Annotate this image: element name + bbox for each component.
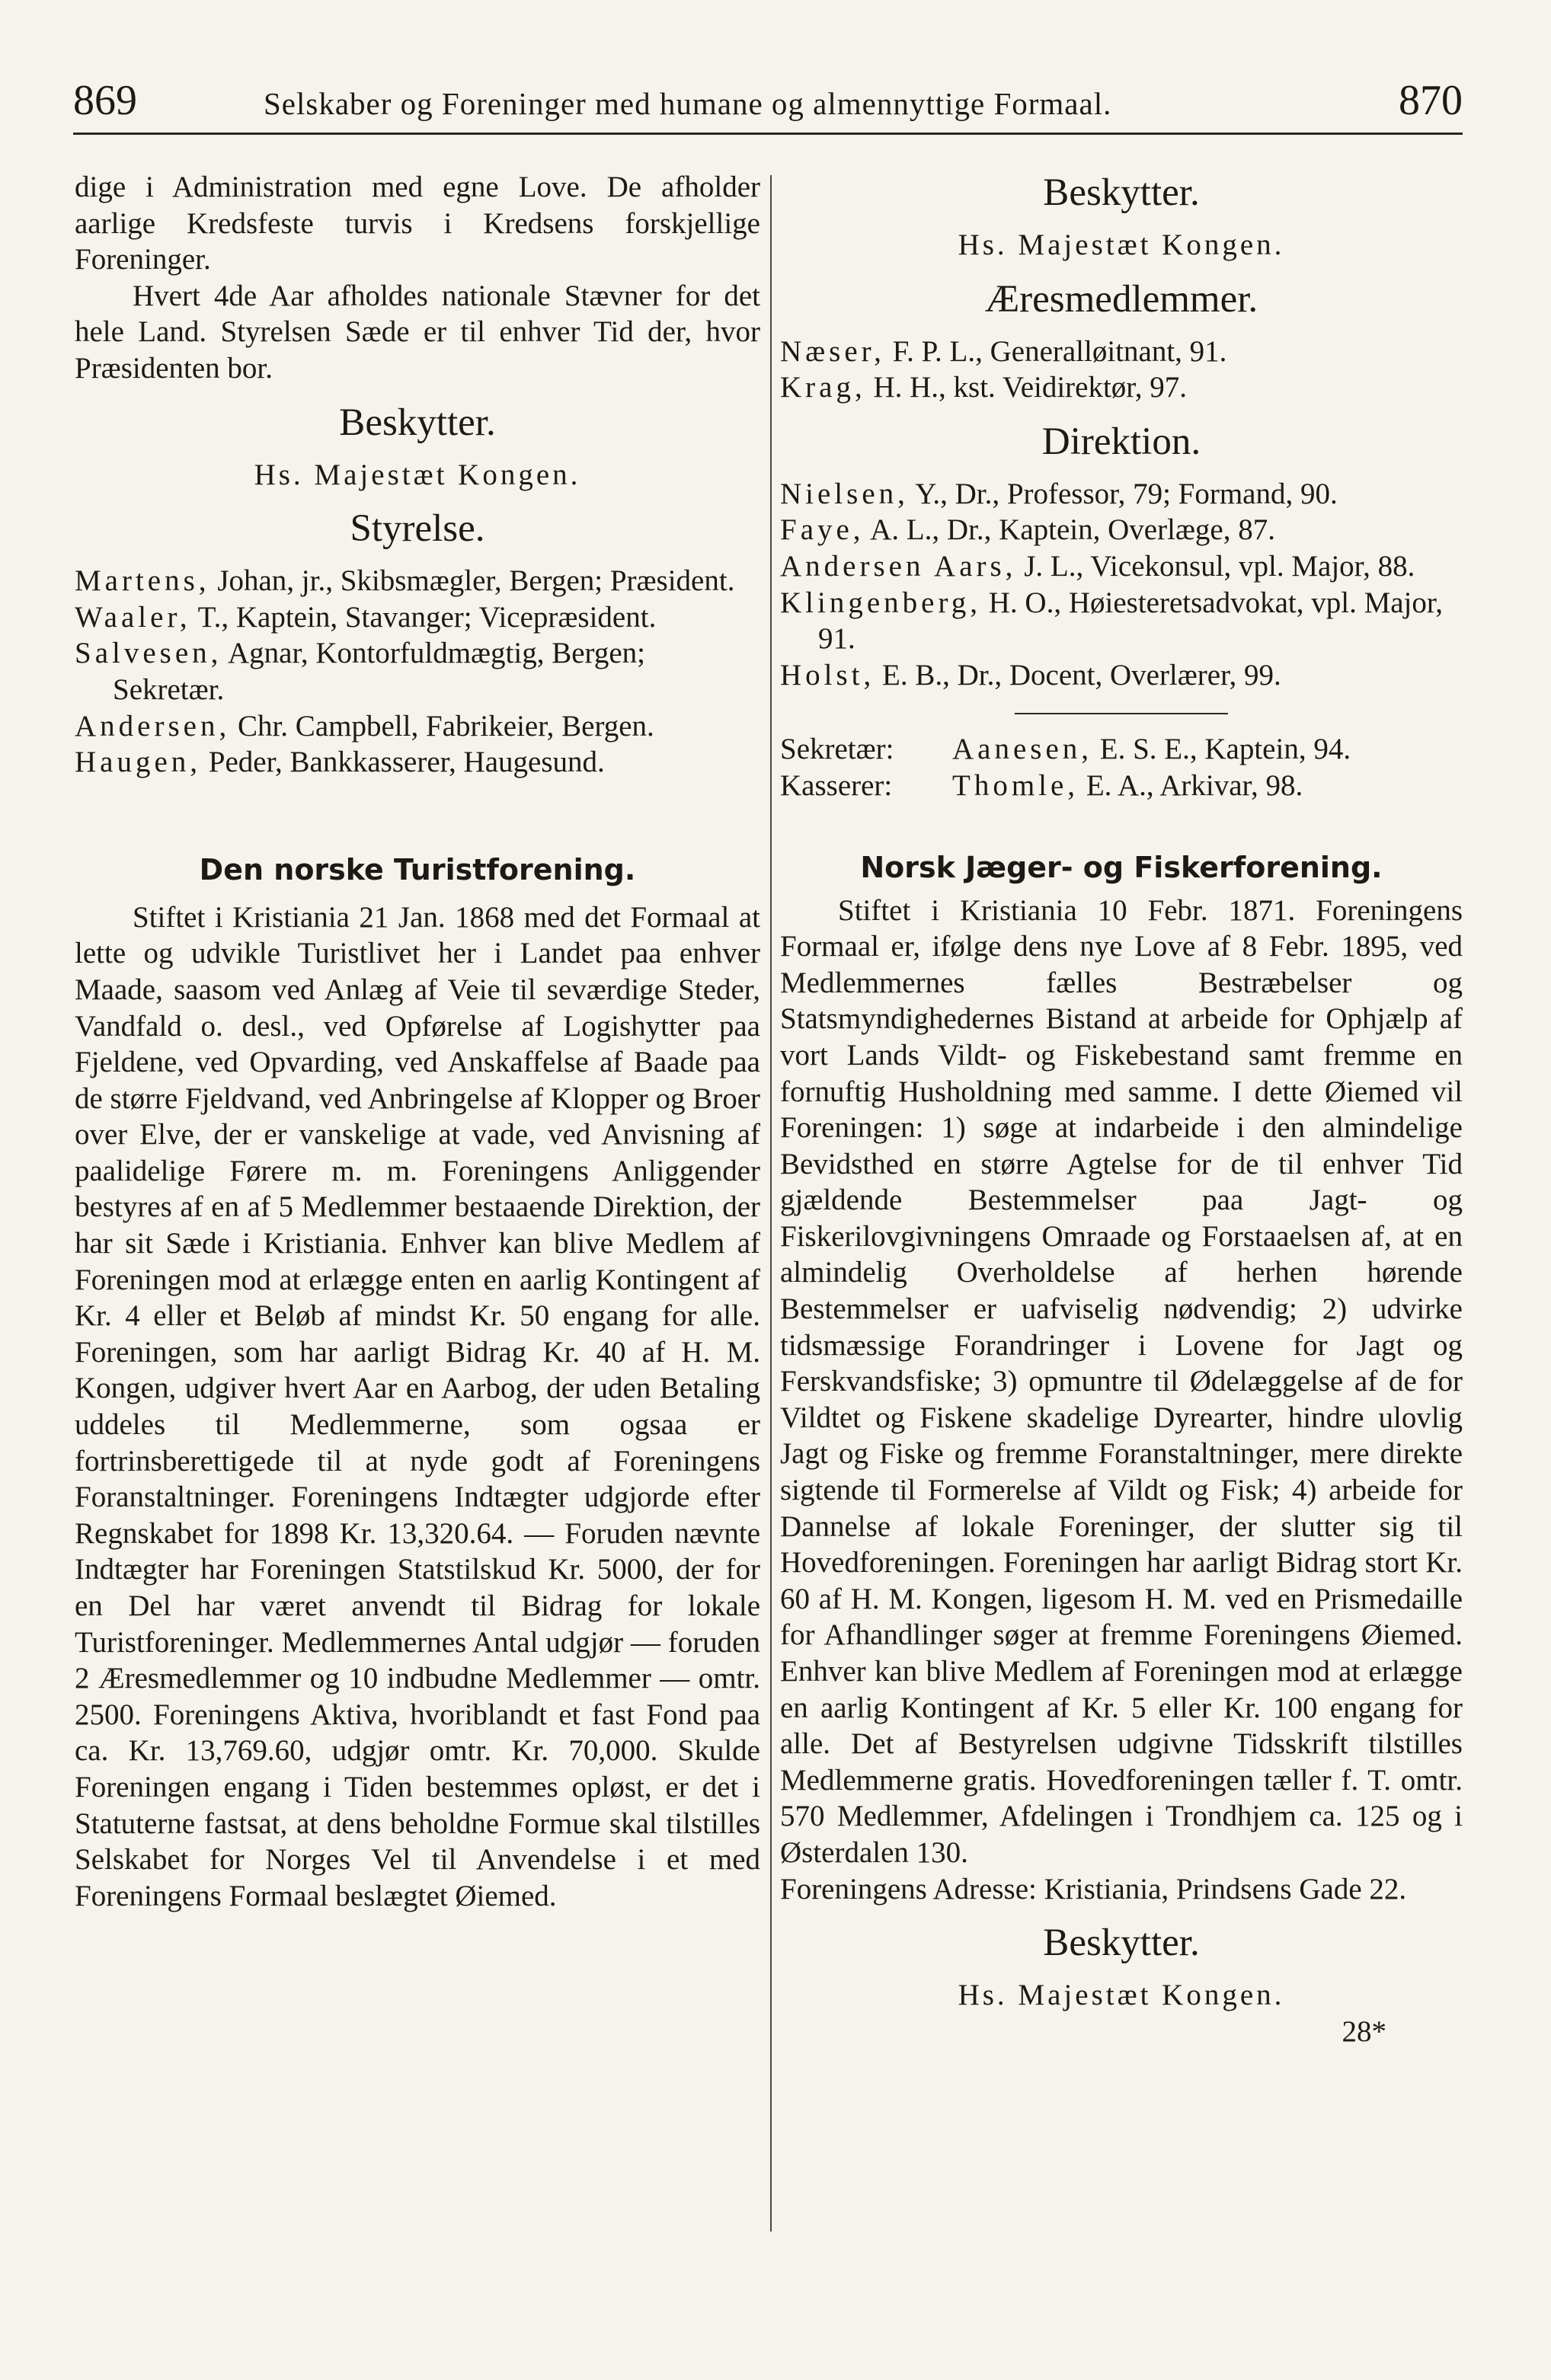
direction-member: Faye, A. L., Dr., Kaptein, Overlæge, 87. <box>780 513 1275 547</box>
direction-heading: Direktion. <box>1041 420 1201 463</box>
board-member: Andersen, Chr. Campbell, Fabrikeier, Bergen. <box>75 709 654 743</box>
board-member: Waaler, T., Kaptein, Stavanger; Vicepræsident. <box>75 600 657 634</box>
honorary-list <box>780 334 1463 406</box>
turistforening-text: Stiftet i Kristiania 21 Jan. 1868 med det Formaal at lette og udvikle Turistlivet her i Landet paa enhver Maade, saasom ved Anlæg af Veie til seværdige Steder, Vandfald o. desl., ved Opførelse af Logishytter paa Fjeldene, ved Opvarding, ved Anskaffelse af Baade paa de større Fjeldvand, ved Anbringelse af Klopper og Broer over Elve, der er vanskelige at vade, ved Anvisning af paalidelige Førere m. m. Foreningens Anliggender bestyres af en af 5 Medlemmer bestaaende Direktion, der har sit Sæde i Kristiania. Enhver kan blive Medlem af Foreningen mod at erlægge enten en aarlig Kontingent af Kr. 4 eller et Beløb af mindst Kr. 50 engang for alle. Foreningen, som har aarligt Bidrag Kr. 40 af H. M. Kongen, udgiver hvert Aar en Aarbog, der uden Betaling uddeles til Medlemmerne, som ogsaa er fortrinsberettigede til at nyde godt af Foreningens Foranstaltninger. Foreningens Indtægter udgjorde efter Regnskabet for 1898 Kr. 13,320.64. — Foruden nævnte Indtægter har Foreningen Statstilskud Kr. 5000, der for en Del har været anvendt til Bidrag for lokale Turistforeninger. Medlemmernes Antal udgjør — foruden 2 Æresmedlemmer og 10 indbudne Medlemmer — omtr. 2500. Foreningens Aktiva, hvoriblandt et fast Fond paa ca. Kr. 13,769.60, udgjør omtr. Kr. 70,000. Skulde Foreningen engang i Tiden bestemmes opløst, er det i Statuterne fastsat, at dens beholdne Formue skal tilstilles Selskabet for Norges Vel til Anvendelse i et med Foreningens Formaal beslægtet Øiemed. <box>75 900 761 1912</box>
intro-paragraph-2: Hvert 4de Aar afholdes nationale Stævner for det hele Land. Styrelsen Sæde er til enhver Tid der, hvor Præsidenten bor. <box>75 279 760 385</box>
direction-member: Holst, E. B., Dr., Docent, Overlærer, 99. <box>780 658 1281 692</box>
left-column <box>75 169 760 1914</box>
honorary-member: Næser, F. P. L., Generalløitnant, 91. <box>780 334 1227 368</box>
officers-list <box>780 731 1463 803</box>
page-header <box>73 73 1463 134</box>
patron-name-right: Hs. Majestæt Kongen. <box>958 228 1285 261</box>
right-column <box>780 169 1463 2049</box>
direction-member: Andersen Aars, J. L., Vicekonsul, vpl. Major, 88. <box>780 549 1415 583</box>
direction-member: Nielsen, Y., Dr., Professor, 79; Formand, 90. <box>780 477 1338 510</box>
board-heading: Styrelse. <box>350 507 485 551</box>
officer-value: Aanesen, E. S. E., Kaptein, 94. <box>952 733 1351 766</box>
patron-name-right-2: Hs. Majestæt Kongen. <box>958 1979 1285 2012</box>
running-title: Selskaber og Foreninger med humane og almennyttige Formaal. <box>264 86 1112 121</box>
section-title-turistforening: Den norske Turistforening. <box>199 852 636 887</box>
patron-heading: Beskytter. <box>339 401 496 444</box>
officer-label: Sekretær: <box>780 733 894 766</box>
intro-paragraph-1: dige i Administration med egne Love. De afholder aarlige Kredsfeste turvis i Kredsens forskjellige Foreninger. <box>75 171 760 276</box>
officer-row <box>780 768 1463 804</box>
board-list <box>75 563 760 781</box>
officer-label: Kasserer: <box>780 768 893 802</box>
board-member: Martens, Johan, jr., Skibsmægler, Bergen; Præsident. <box>75 564 735 598</box>
honorary-member: Krag, H. H., kst. Veidirektør, 97. <box>780 371 1187 404</box>
officer-row <box>780 731 1463 768</box>
board-member: Haugen, Peder, Bankkasserer, Haugesund. <box>75 746 605 779</box>
patron-name: Hs. Majestæt Kongen. <box>254 458 581 491</box>
jaegerforening-text: Stiftet i Kristiania 10 Febr. 1871. Foreningens Formaal er, ifølge dens nye Love af 8 Febr. 1895, ved Medlemmernes fælles Bestræbelser og Statsmyndighedernes Bistand at arbeide for Ophjælp af vort Lands Vildt- og Fiskebestand samt fremme en fornuftig Husholdning med samme. I dette Øiemed vil Foreningen: 1) søge at indarbeide i den almindelige Bevidsthed en større Agtelse for de til enhver Tid gjældende Bestemmelser paa Jagt- og Fiskerilovgivningens Omraade og Forstaaelsen af, at en almindelig Overholdelse af herhen hørende Bestemmelser er uafviselig nødvendig; 2) udvirke tidsmæssige Forandringer i Lovene for Jagt og Ferskvandsfiske; 3) opmuntre til Ødelæggelse af de for Vildtet og Fiskene skadelige Dyrearter, hindre ulovlig Jagt og Fiske og fremme Foranstaltninger, mere direkte sigtende til Formerelse af Vildt og Fisk; 4) arbeide for Dannelse af lokale Foreninger, der slutter sig til Hovedforeningen. Foreningen har aarligt Bidrag stort Kr. 60 af H. M. Kongen, ligesom H. M. ved en Prismedaille for Afhandlinger søger at fremme Foreningens Øiemed. Enhver kan blive Medlem af Foreningen mod at erlægge en aarlig Kontingent af Kr. 5 eller Kr. 100 engang for alle. Det af Bestyrelsen udgivne Tidsskrift tilstilles Medlemmerne gratis. Hovedforeningen tæller f. T. omtr. 570 Medlemmer, Afdelingen i Trondhjem ca. 125 og i Østerdalen 130. <box>780 893 1463 1869</box>
association-address: Foreningens Adresse: Kristiania, Prindsens Gade 22. <box>780 1872 1407 1906</box>
board-member: Salvesen, Agnar, Kontorfuldmægtig, Bergen; Sekretær. <box>75 637 645 706</box>
officers-rule <box>1015 713 1228 714</box>
page-number-left: 869 <box>73 77 137 124</box>
honorary-heading: Æresmedlemmer. <box>984 277 1258 321</box>
direction-list <box>780 476 1463 694</box>
column-divider <box>770 175 772 2231</box>
patron-heading-right-2: Beskytter. <box>1043 1922 1200 1965</box>
page-number-right: 870 <box>1399 77 1463 124</box>
header-rule <box>73 133 1463 135</box>
signature-mark: 28* <box>1342 2014 1386 2048</box>
patron-heading-right: Beskytter. <box>1043 171 1200 214</box>
direction-member: Klingenberg, H. O., Høiesteretsadvokat, vpl. Major, 91. <box>780 586 1444 656</box>
officer-value: Thomle, E. A., Arkivar, 98. <box>952 768 1303 802</box>
section-title-jaegerforening: Norsk Jæger- og Fiskerforening. <box>860 850 1383 884</box>
